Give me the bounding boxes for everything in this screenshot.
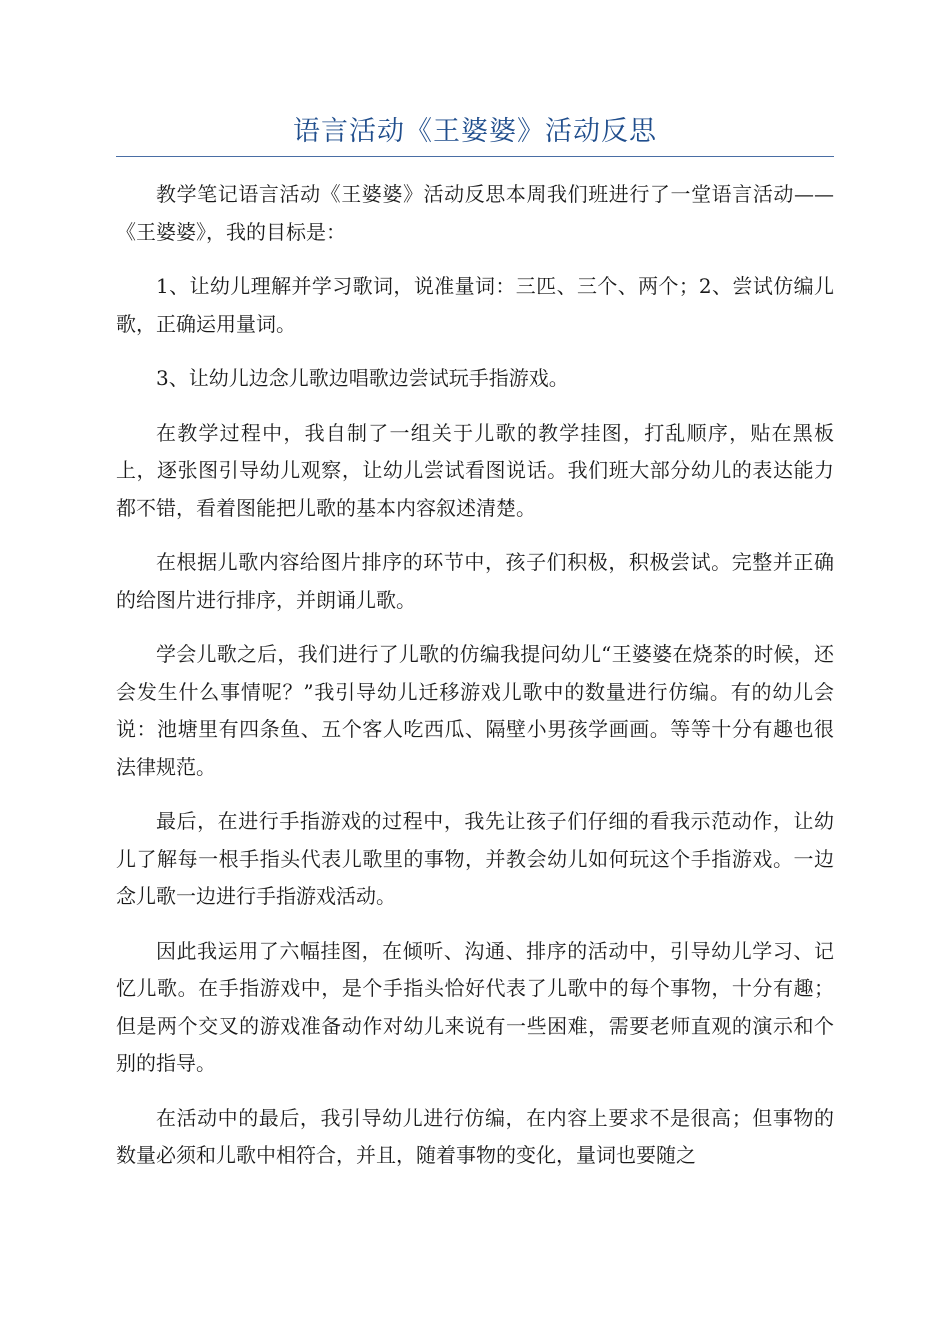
title-block <box>116 112 834 157</box>
paragraph-5: 在根据儿歌内容给图片排序的环节中，孩子们积极，积极尝试。完整并正确的给图片进行排序，并朗诵儿歌。 <box>116 550 834 612</box>
paragraph-2: 1、让幼儿理解并学习歌词，说准量词：三匹、三个、两个；2、尝试仿编儿歌，正确运用量词。 <box>116 274 834 336</box>
paragraph-3: 3、让幼儿边念儿歌边唱歌边尝试玩手指游戏。 <box>156 366 569 390</box>
paragraph-6: 学会儿歌之后，我们进行了儿歌的仿编我提问幼儿“王婆婆在烧茶的时候，还会发生什么事情呢？”我引导幼儿迁移游戏儿歌中的数量进行仿编。有的幼儿会说：池塘里有四条鱼、五个客人吃西瓜、隔壁小男孩学画画。等等十分有趣也很法律规范。 <box>116 642 834 779</box>
paragraph-7: 最后，在进行手指游戏的过程中，我先让孩子们仔细的看我示范动作，让幼儿了解每一根手指头代表儿歌里的事物，并教会幼儿如何玩这个手指游戏。一边念儿歌一边进行手指游戏活动。 <box>116 809 834 908</box>
page-title: 语言活动《王婆婆》活动反思 <box>293 116 657 147</box>
paragraph-9: 在活动中的最后，我引导幼儿进行仿编，在内容上要求不是很高；但事物的数量必须和儿歌中相符合，并且，随着事物的变化，量词也要随之 <box>116 1105 834 1167</box>
paragraph-8: 因此我运用了六幅挂图，在倾听、沟通、排序的活动中，引导幼儿学习、记忆儿歌。在手指游戏中，是个手指头恰好代表了儿歌中的每个事物，十分有趣；但是两个交叉的游戏准备动作对幼儿来说有一些困难，需要老师直观的演示和个别的指导。 <box>116 938 834 1075</box>
paragraph-1: 教学笔记语言活动《王婆婆》活动反思本周我们班进行了一堂语言活动——《王婆婆》，我的目标是： <box>116 182 834 244</box>
paragraph-4: 在教学过程中，我自制了一组关于儿歌的教学挂图，打乱顺序，贴在黑板上，逐张图引导幼儿观察，让幼儿尝试看图说话。我们班大部分幼儿的表达能力都不错，看着图能把儿歌的基本内容叙述清楚。 <box>116 420 834 520</box>
document-body <box>116 176 834 1192</box>
